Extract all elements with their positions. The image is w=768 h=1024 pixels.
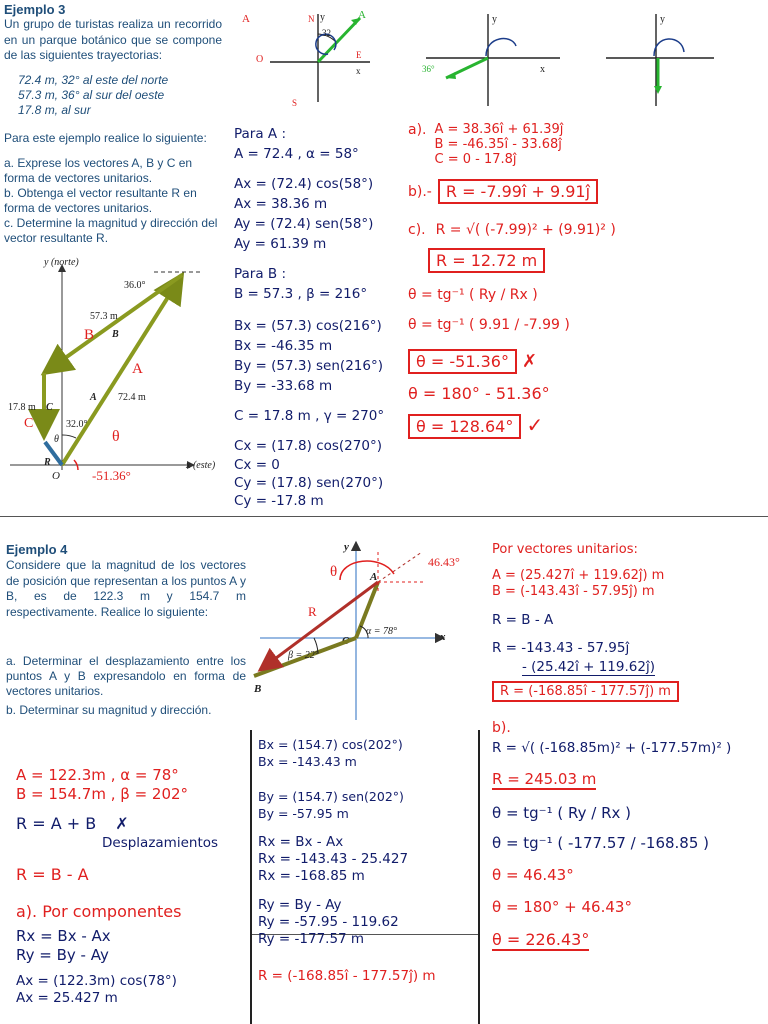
- ej3-sketch-3: [600, 6, 720, 110]
- sketch2-y: y: [492, 14, 497, 25]
- ej4-col-divider-right: [478, 730, 480, 1024]
- theta-label: θ: [54, 434, 59, 445]
- ej4-r-part-b: b).: [492, 720, 511, 736]
- mid-line-9: Bx = (57.3) cos(216°): [234, 318, 382, 334]
- ej4-mid-9: Ry = -57.95 - 119.62: [258, 914, 399, 930]
- hw-c-label: C: [24, 416, 34, 431]
- ej4-intro: Considere que la magnitud de los vectores de posición que representan a los puntos A y B, es de 122.3 m y 154.7 m respectivamente. Realice lo siguiente:: [6, 558, 246, 619]
- ej4-r-diff: R = B - A: [492, 612, 554, 628]
- theta-wrong-box: θ = -51.36°: [408, 349, 517, 374]
- ej4-r-a: A = (25.427î + 119.62ĵ) m: [492, 568, 665, 583]
- sketch1-e: E: [356, 50, 362, 60]
- sketch1-s: S: [292, 98, 298, 108]
- ej3-task-list: [4, 156, 222, 246]
- part-c-label: c).: [408, 222, 426, 238]
- ej4-task-a: a. Determinar el desplazamiento entre los puntos A y B expresandolo en forma de vectores unitarios.: [6, 654, 246, 698]
- ej4-rx-def: Rx = Bx - Ax: [16, 927, 111, 945]
- ej4-r-mag-eq: R = √( (-168.85m)² + (-177.57m)² ): [492, 740, 732, 756]
- vector-b: [44, 275, 182, 373]
- mag-b-label: 57.3 m: [90, 311, 118, 322]
- mid-line-3: Ax = (72.4) cos(58°): [234, 176, 374, 192]
- unit-vec-c: C = 0 - 17.8ĵ: [434, 152, 517, 167]
- ej4-mid-col: [258, 736, 436, 985]
- ej3-intro: Un grupo de turistas realiza un recorrido en un parque botánico que se compone de las siguientes trayectorias:: [4, 17, 222, 62]
- sketch1-a: A: [242, 13, 250, 25]
- ej3-task-a: a. Exprese los vectores A, B y C en forma de vectores unitarios.: [4, 156, 193, 185]
- ej3-vector-diagram: [4, 255, 230, 500]
- theta-eq-1: θ = tg⁻¹ ( Ry / Rx ): [408, 287, 538, 303]
- sketch2-x: x: [540, 64, 545, 75]
- a-label: A: [90, 392, 97, 403]
- mid-line-13: C = 17.8 m , γ = 270°: [234, 408, 385, 424]
- sketch1-x: x: [356, 66, 361, 76]
- sketch1-n: N: [308, 14, 315, 24]
- ej4-wrong-mark: ✗: [115, 814, 129, 833]
- ej4-mid-8: Ry = By - Ay: [258, 897, 342, 913]
- sketch1-o: O: [256, 54, 264, 65]
- sketch1-deg: 32: [322, 28, 331, 38]
- ej3-mid-col: [234, 124, 384, 510]
- mid-line-8: B = 57.3 , β = 216°: [234, 286, 368, 302]
- vector-a: [62, 275, 182, 465]
- ej4-given-a: A = 122.3m , α = 78°: [16, 766, 179, 784]
- mid-line-17: Cy = -17.8 m: [234, 493, 324, 509]
- ej3-prompt: Para este ejemplo realice lo siguiente:: [4, 131, 207, 145]
- ej4-r-theta1: θ = tg⁻¹ ( Ry / Rx ): [492, 804, 631, 822]
- mid-line-7: Para B :: [234, 266, 287, 282]
- ej3-right-col: [408, 122, 616, 439]
- mid-line-10: Bx = -46.35 m: [234, 338, 333, 354]
- magnitude-result-box: R = 12.72 m: [428, 248, 545, 273]
- mid-line-11: By = (57.3) sen(216°): [234, 358, 383, 374]
- section-divider: [0, 516, 768, 517]
- ej4-mid-2: Bx = -143.43 m: [258, 754, 357, 769]
- x-axis-label: x (este): [186, 460, 216, 471]
- sketch3-y: y: [660, 14, 665, 25]
- theta-final-box: θ = 128.64°: [408, 414, 521, 439]
- ej3-title: Ejemplo 3: [4, 2, 66, 17]
- ej4-dashed-ext: [378, 552, 422, 582]
- ej4-beta-label: β = 22°: [288, 650, 319, 661]
- mid-line-5: Ay = (72.4) sen(58°): [234, 216, 374, 232]
- c-label: C: [46, 402, 53, 413]
- ej4-r-theta3: θ = 46.43°: [492, 866, 574, 884]
- ej4-r-b: B = (-143.43î - 57.95ĵ) m: [492, 584, 655, 599]
- angle-b-label: 36.0°: [124, 280, 146, 291]
- hw-b-label: B: [84, 327, 95, 343]
- hw-angle-label: -51.36°: [92, 468, 131, 483]
- ej4-hw-r: R: [308, 604, 317, 619]
- ej4-note-desplazamientos: Desplazamientos: [102, 835, 219, 851]
- part-a-label: a).: [408, 122, 427, 138]
- ej4-r-mag-res: R = 245.03 m: [492, 770, 597, 788]
- ej4-r-heading: Por vectores unitarios:: [492, 542, 638, 557]
- mid-line-1: Para A :: [234, 126, 286, 142]
- origin-label: O: [52, 470, 60, 482]
- sketch2-deg: 36°: [422, 64, 435, 74]
- trajectory-1: 72.4 m, 32° al este del norte: [18, 73, 169, 87]
- ej4-ax-eq: Ax = (122.3m) cos(78°): [16, 973, 177, 989]
- mid-line-14: Cx = (17.8) cos(270°): [234, 438, 382, 454]
- hw-a-label: A: [132, 361, 143, 377]
- ej4-r-result-box: R = (-168.85î - 177.57ĵ) m: [492, 681, 679, 702]
- ej4-task-b: b. Determinar su magnitud y dirección.: [6, 703, 212, 717]
- ej4-ax-val: Ax = 25.427 m: [16, 990, 118, 1006]
- ej4-vector-diagram: [244, 536, 480, 726]
- ej3-task-c: c. Determine la magnitud y dirección del vector resultante R.: [4, 216, 218, 245]
- resultant-r-box: R = -7.99î + 9.91ĵ: [438, 179, 598, 204]
- ej4-mid-result: R = (-168.85î - 177.57ĵ) m: [258, 968, 436, 984]
- ej4-a-label: A: [370, 571, 378, 583]
- ej4-r-theta2: θ = tg⁻¹ ( -177.57 / -168.85 ): [492, 834, 710, 852]
- sketch1-vec: A: [358, 9, 366, 21]
- check-mark: ✓: [526, 413, 544, 437]
- mid-line-2: A = 72.4 , α = 58°: [234, 146, 359, 162]
- theta-eq-2: θ = tg⁻¹ ( 9.91 / -7.99 ): [408, 317, 570, 333]
- ej4-col-divider-left: [250, 730, 252, 1024]
- ej4-mid-1: Bx = (154.7) cos(202°): [258, 737, 403, 752]
- ej4-x-label: x: [440, 631, 446, 643]
- mid-line-12: By = -33.68 m: [234, 378, 333, 394]
- ej4-title: Ejemplo 4: [6, 542, 68, 557]
- ej4-given-b: B = 154.7m , β = 202°: [16, 785, 189, 803]
- ej4-mid-10: Ry = -177.57 m: [258, 931, 365, 947]
- r-label: R: [44, 457, 51, 468]
- magnitude-equation: R = √( (-7.99)² + (9.91)² ): [435, 222, 616, 238]
- ej4-r-theta4: θ = 180° + 46.43°: [492, 898, 632, 916]
- ej4-r-sub2: - (25.42î + 119.62ĵ): [522, 659, 655, 675]
- ej4-hw-theta: θ: [330, 564, 338, 580]
- ej4-mid-5: Rx = Bx - Ax: [258, 834, 344, 850]
- trajectory-3: 17.8 m, al sur: [18, 103, 91, 117]
- ej4-b-label: B: [254, 683, 262, 695]
- trajectory-2: 57.3 m, 36° al sur del oeste: [18, 88, 165, 102]
- angle-arc-a: [62, 435, 76, 438]
- part-b-label: b).-: [408, 183, 432, 200]
- mid-line-15: Cx = 0: [234, 457, 280, 473]
- ej4-hw-ang: 46.43°: [428, 555, 460, 569]
- mid-line-6: Ay = 61.39 m: [234, 236, 327, 252]
- ej4-left-col: [16, 766, 218, 1007]
- ej3-sketch-1: [236, 6, 386, 110]
- ej3-trajectory-list: [18, 73, 168, 118]
- ej4-mid-3: By = (154.7) sen(202°): [258, 789, 404, 804]
- ej4-mid-6: Rx = -143.43 - 25.427: [258, 851, 409, 867]
- y-axis-label: y (norte): [44, 257, 79, 268]
- ej4-correct-eq: R = B - A: [16, 865, 89, 884]
- ej4-wrong-eq: R = A + B: [16, 814, 97, 833]
- mag-a-label: 72.4 m: [118, 392, 146, 403]
- b-label: B: [112, 329, 119, 340]
- ej4-alpha-label: α = 78°: [366, 626, 397, 637]
- mid-line-4: Ax = 38.36 m: [234, 196, 328, 212]
- wrong-mark: ✗: [522, 351, 538, 372]
- ej3-task-b: b. Obtenga el vector resultante R en forma de vectores unitarios.: [4, 186, 197, 215]
- sketch1-y: y: [320, 12, 325, 23]
- mag-c-label: 17.8 m: [8, 402, 36, 413]
- angle-a-label: 32.0°: [66, 419, 88, 430]
- theta-eq-4: θ = 180° - 51.36°: [408, 384, 550, 403]
- ej4-task-list: [6, 654, 246, 718]
- mid-line-16: Cy = (17.8) sen(270°): [234, 475, 384, 491]
- unit-vec-a: A = 38.36î + 61.39ĵ: [434, 122, 564, 137]
- ej4-ry-def: Ry = By - Ay: [16, 946, 109, 964]
- ej4-mid-4: By = -57.95 m: [258, 806, 349, 821]
- unit-vec-b: B = -46.35î - 33.68ĵ: [434, 137, 562, 152]
- ej4-r-sub1: R = -143.43 - 57.95ĵ: [492, 640, 630, 656]
- ej4-right-col: [492, 542, 731, 951]
- ej4-r-theta5: θ = 226.43°: [492, 930, 590, 949]
- hw-theta-label: θ: [112, 428, 120, 445]
- ej3-sketch-2: [416, 6, 566, 110]
- ej4-mid-7: Rx = -168.85 m: [258, 868, 365, 884]
- ej4-part-a-heading: a). Por componentes: [16, 902, 182, 921]
- ej4-y-label: y: [344, 541, 349, 553]
